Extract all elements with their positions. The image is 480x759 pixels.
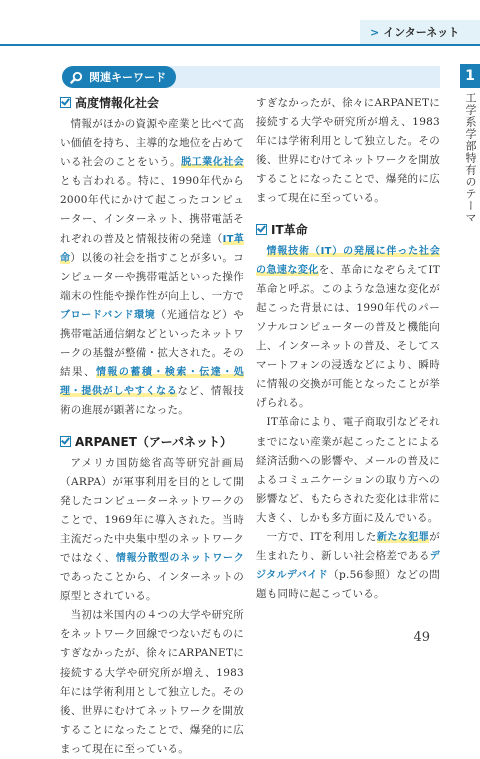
checkbox-icon (60, 97, 71, 108)
keyword-highlight: 情報技術（IT）の発展に伴った社会の急速な変化 (256, 245, 440, 276)
chevron-right-icon: > (370, 25, 380, 39)
section-title: 高度情報化社会 (75, 96, 160, 110)
section-heading (256, 221, 440, 238)
section-title: ARPANET（アーパネット） (75, 434, 232, 449)
body-paragraph: アメリカ国防総省高等研究計画局（ARPA）が軍事利用を目的として開発したコンピューターネットワークのことで、1969年に導入された。当時主流だった中央集中型のネットワークではなく、情報分散型のネットワークであったことから、インターネットの原型とされている。 (60, 456, 244, 603)
body-paragraph: 情報がほかの資源や産業と比べて高い価値を持ち、主導的な地位を占めている社会のことをいう。脱工業化社会とも言われる。特に、1990年代から2000年代にかけて起こったコンピューター、インターネット、携帯電話それぞれの普及と情報技術の発達（IT革命）以後の社会を指すことが多い。コンピューターや携帯電話といった操作端末の性能や操作性が向上し、一方でブロードバンド環境（光通信など）や携帯電話通信網などといったネットワークの基盤が整備・拡大された。その結果、情報の蓄積・検索・伝達・処理・提供がしやすくなるなど、情報技術の進展が顕著になった。 (60, 118, 245, 417)
chapter-title: 工学系学部特有のテーマ (464, 92, 477, 224)
running-header (360, 20, 480, 44)
keyword-pill (62, 66, 176, 88)
body-paragraph: 当初は米国内の４つの大学や研究所をネットワーク回線でつないだものにすぎなかったが、徐々にARPANETに接続する大学や研究所が増え、1983年には学術利用として独立した。その後、世界にむけてネットワークを開放することになったことで、爆発的に広まって現在に至っている。 (60, 609, 244, 755)
right-column (256, 94, 440, 604)
section-heading (60, 94, 244, 111)
magnifier-icon (70, 71, 83, 84)
checkbox-icon (256, 224, 267, 235)
chapter-tab (460, 64, 480, 224)
body-paragraph: IT革命により、電子商取引などそれまでにない産業が起こったことによる経済活動への影響や、メールの普及によるコミュニケーションの取り方への影響など、もたらされた変化は非常に大きく、しかも多方面に及んでいる。 (256, 416, 440, 524)
chapter-number: 1 (460, 64, 480, 88)
body-paragraph-continued: すぎなかったが、徐々にARPANETに接続する大学や研究所が増え、1983年には学術利用として独立した。その後、世界にむけてネットワークを開放することになったことで、爆発的に広まって現在に至っている。 (256, 97, 440, 205)
checkbox-icon (60, 436, 71, 447)
left-column (60, 94, 245, 755)
page-number: 49 (413, 630, 430, 645)
keyword-highlight: 新たな犯罪 (376, 531, 430, 543)
keyword-highlight: IT革命 (60, 233, 245, 264)
keyword-highlight: 脱工業化社会 (181, 157, 244, 169)
body-paragraph: 一方で、ITを利用した新たな犯罪が生まれたり、新しい社会格差であるデジタルデバイド（p.56参照）などの問題も同時に起こっている。 (256, 530, 441, 601)
keyword-highlight: 情報の蓄積・検索・伝達・処理・提供がしやすくなる (60, 367, 245, 398)
section-title: IT革命 (271, 222, 308, 237)
keyword-highlight: 情報分散型のネットワーク (115, 552, 244, 564)
section-heading (60, 433, 244, 450)
header-rule (0, 44, 480, 46)
keyword-highlight: ブロードバンド環境 (60, 309, 156, 321)
running-header-title: インターネット (383, 26, 460, 39)
keyword-highlight: デジタルデバイド (256, 551, 440, 582)
body-paragraph: 情報技術（IT）の発展に伴った社会の急速な変化を、革命になぞらえてIT革命と呼ぶ。このような急速な変化が起こった背景には、1990年代のパーソナルコンピューターの普及と機能向上、インターネットの普及、そしてスマートフォンの浸透などにより、瞬時に情報の交換が可能となったことが挙げられる。 (256, 245, 441, 410)
keyword-label: 関連キーワード (89, 71, 166, 84)
